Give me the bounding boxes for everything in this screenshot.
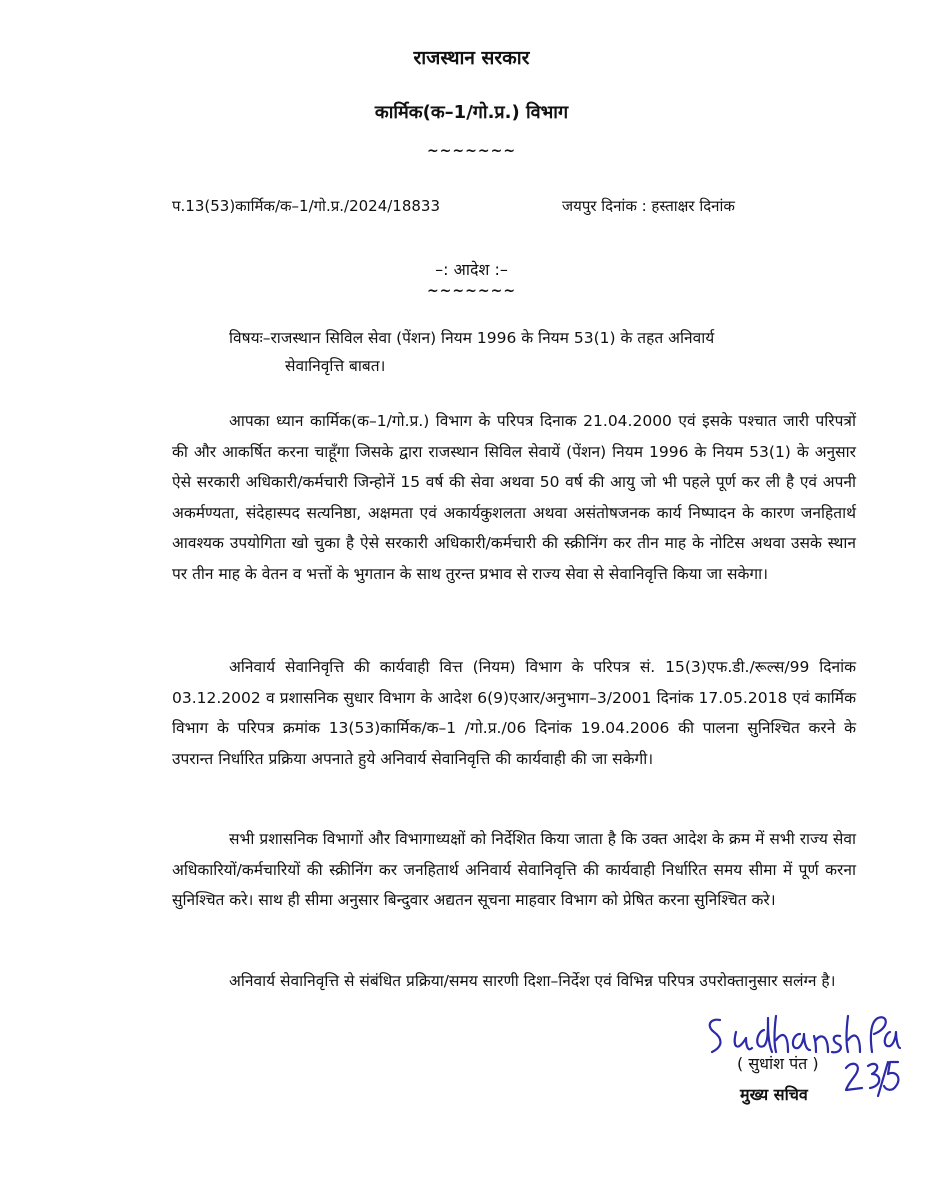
place-date: जयपुर दिनांक : हस्ताक्षर दिनांक	[562, 197, 735, 215]
government-title: राजस्थान सरकार	[413, 47, 530, 69]
paragraph-2: अनिवार्य सेवानिवृत्ति की कार्यवाही वित्त (नियम) विभाग के परिपत्र सं. 15(3)एफ.डी./रूल्स/99 दिनांक 03.12.2002 व प्रशासनिक सुधार विभाग के आदेश 6(9)एआर/अनुभाग–3/2001 दिनांक 17.05.2018 एवं कार्मिक विभाग के परिपत्र क्रमांक 13(53)कार्मिक/क–1 /गो.प्र./06 दिनांक 19.04.2006 की पालना सुनिश्चित करने के उपरान्त निर्धारित प्रक्रिया अपनाते हुये अनिवार्य सेवानिवृत्ति की कार्यवाही की जा सकेगी।	[172, 658, 856, 768]
subject-block	[229, 324, 859, 380]
subject-line-1: विषयः–राजस्थान सिविल सेवा (पेंशन) नियम 1996 के नियम 53(1) के तहत अनिवार्य	[229, 329, 715, 347]
reference-number: प.13(53)कार्मिक/क–1/गो.प्र./2024/18833	[172, 197, 441, 215]
signatory-designation: मुख्य सचिव	[740, 1085, 808, 1104]
paragraph-3: सभी प्रशासनिक विभागों और विभागाध्यक्षों को निर्देशित किया जाता है कि उक्त आदेश के क्रम में सभी राज्य सेवा अधिकारियों/कर्मचारियों की स्क्रीनिंग कर जनहितार्थ अनिवार्य सेवानिवृत्ति की कार्यवाही निर्धारित समय सीमा में पूर्ण करना सुनिश्चित करे। साथ ही सीमा अनुसार बिन्दुवार अद्यतन सूचना माहवार विभाग को प्रेषित करना सुनिश्चित करे।	[172, 830, 856, 909]
header-separator: ~~~~~~~	[426, 143, 517, 159]
paragraph-4: अनिवार्य सेवानिवृत्ति से संबंधित प्रक्रिया/समय सारणी दिशा–निर्देश एवं विभिन्न परिपत्र उपरोक्तानुसार सलंग्न है।	[229, 972, 836, 990]
signatory-name: ( सुधांश पंत )	[737, 1054, 819, 1073]
order-separator: ~~~~~~~	[426, 283, 517, 299]
order-heading: –: आदेश :–	[435, 260, 508, 279]
paragraph-1: आपका ध्यान कार्मिक(क–1/गो.प्र.) विभाग के परिपत्र दिनाक 21.04.2000 एवं इसके पश्चात जारी परिपत्रों की और आकर्षित करना चाहूँगा जिसके द्वारा राजस्थान सिविल सेवायें (पेंशन) नियम 1996 के नियम 53(1) के अनुसार ऐसे सरकारी अधिकारी/कर्मचारी जिन्होनें 15 वर्ष की सेवा अथवा 50 वर्ष की आयु जो भी पहले पूर्ण कर ली है एवं अपनी अकर्मण्यता, संदेहास्पद सत्यनिष्ठा, अक्षमता एवं अकार्यकुशलता अथवा असंतोषजनक कार्य निष्पादन के कारण जनहितार्थ आवश्यक उपयोगिता खो चुका है ऐसे सरकारी अधिकारी/कर्मचारी की स्क्रीनिंग कर तीन माह के नोटिस अथवा उसके स्थान पर तीन माह के वेतन व भत्तों के भुगतान के साथ तुरन्त प्रभाव से राज्य सेवा से सेवानिवृत्ति किया जा सकेगा।	[172, 412, 856, 583]
subject-line-2: सेवानिवृत्ति बाबत।	[285, 357, 386, 375]
department-title: कार्मिक(क–1/गो.प्र.) विभाग	[374, 102, 569, 123]
handwritten-date	[842, 1056, 904, 1098]
